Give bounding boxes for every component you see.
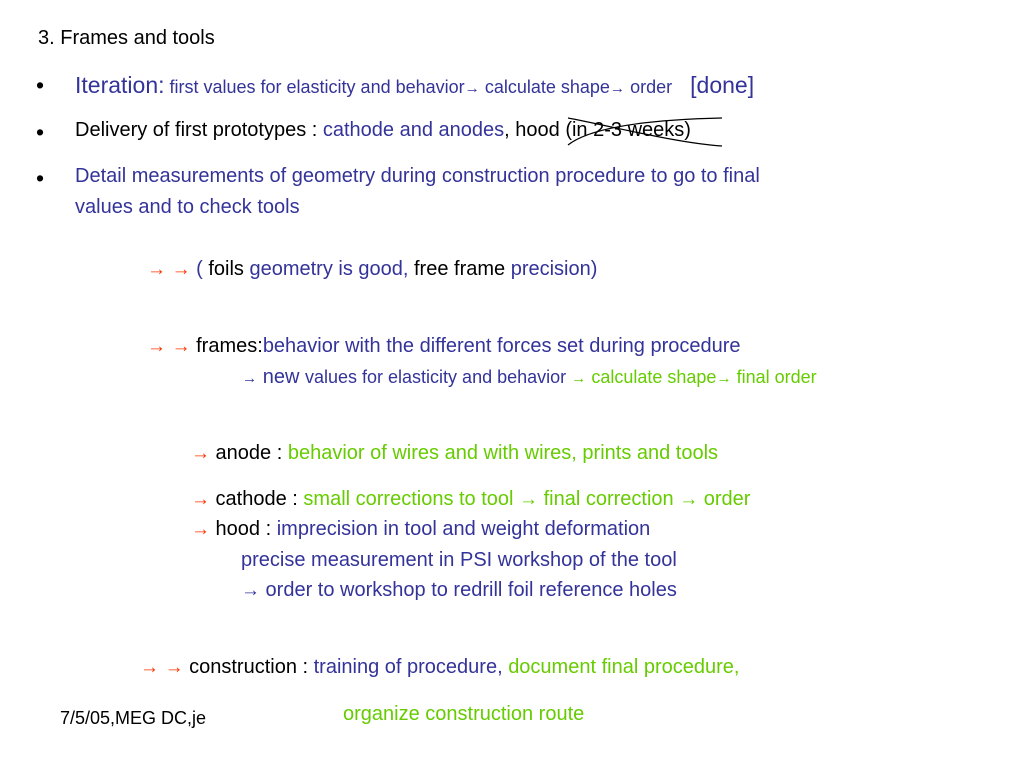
arrow-icon: →: [147, 259, 166, 280]
frames-final-order: final order: [731, 367, 817, 387]
arrow-icon: →: [519, 489, 539, 510]
iteration-text-b: calculate shape: [479, 77, 610, 97]
frames-label: frames:: [190, 335, 263, 357]
arrow-icon: →: [140, 657, 159, 678]
hood-label: hood :: [210, 518, 277, 540]
frames-calc: calculate shape: [586, 367, 717, 387]
foils-word: foils: [208, 258, 250, 280]
footer-date-author: 7/5/05,MEG DC,je: [60, 708, 207, 728]
delivery-struck-text: in 2-3 weeks: [571, 119, 685, 141]
hood-desc: imprecision in tool and weight deformation: [276, 518, 651, 540]
iteration-label: Iteration:: [75, 72, 165, 98]
hood-line: [191, 518, 650, 541]
foils-line: [147, 258, 597, 281]
hood-line-2: precise measurement in PSI workshop of the tool: [241, 549, 677, 571]
slide-title: 3. Frames and tools: [38, 27, 215, 49]
delivery-highlight: cathode and anodes: [322, 119, 505, 141]
arrow-icon: →: [241, 580, 260, 601]
arrow-icon: →: [191, 443, 210, 464]
hood-line-3-text: order to workshop to redrill foil reference holes: [260, 579, 677, 601]
foils-geometry: geometry is good,: [249, 258, 414, 280]
arrow-icon: →: [716, 370, 732, 387]
bullet-marker: •: [36, 165, 45, 191]
cathode-desc-b: final correction: [538, 488, 680, 510]
anode-label: anode :: [210, 442, 288, 464]
cathode-desc-a: small corrections to tool: [303, 488, 520, 510]
delivery-text-b: , hood (: [504, 119, 572, 141]
detail-line-1: Detail measurements of geometry during construction procedure to go to final: [75, 165, 760, 187]
bullet-marker: •: [36, 72, 45, 98]
frames-desc: behavior with the different forces set during procedure: [262, 335, 741, 357]
cathode-desc-c: order: [698, 488, 751, 510]
arrow-icon: →: [147, 336, 166, 357]
arrow-icon: →: [679, 489, 699, 510]
arrow-icon: →: [171, 259, 191, 280]
foils-precision: precision): [510, 258, 598, 280]
anode-desc: behavior of wires and with wires, prints and tools: [287, 442, 719, 464]
delivery-text-c: ): [684, 119, 691, 141]
foils-free-frame: free frame: [414, 258, 511, 280]
arrow-icon: →: [191, 519, 210, 540]
construction-document: document final procedure,: [508, 656, 740, 678]
construction-label: construction :: [183, 656, 314, 678]
detail-line-2: values and to check tools: [75, 196, 300, 218]
arrow-icon: →: [609, 80, 626, 97]
arrow-icon: →: [464, 80, 480, 97]
frames-new-word: new: [257, 366, 305, 388]
arrow-icon: →: [164, 657, 184, 678]
strike-through-mark: [566, 115, 726, 149]
construction-organize: organize construction route: [343, 703, 585, 725]
bullet-marker: •: [36, 119, 45, 145]
construction-line: [140, 656, 739, 679]
cathode-line: [191, 488, 750, 511]
arrow-icon: →: [171, 336, 191, 357]
arrow-icon: →: [242, 370, 258, 387]
cathode-label: cathode :: [210, 488, 304, 510]
iteration-text-c: order: [625, 77, 673, 97]
frames-new-desc: values for elasticity and behavior: [305, 367, 572, 387]
foils-open-paren: (: [196, 258, 209, 280]
hood-line-3: [241, 579, 677, 602]
delivery-text-a: Delivery of first prototypes :: [75, 119, 323, 141]
anode-line: [191, 442, 718, 465]
frames-new-line: [242, 366, 817, 389]
arrow-icon: →: [571, 370, 587, 387]
frames-line: [147, 335, 741, 358]
arrow-icon: →: [191, 489, 210, 510]
iteration-text-a: first values for elasticity and behavior: [164, 77, 465, 97]
iteration-done: [done]: [690, 72, 755, 98]
construction-training: training of procedure,: [313, 656, 509, 678]
